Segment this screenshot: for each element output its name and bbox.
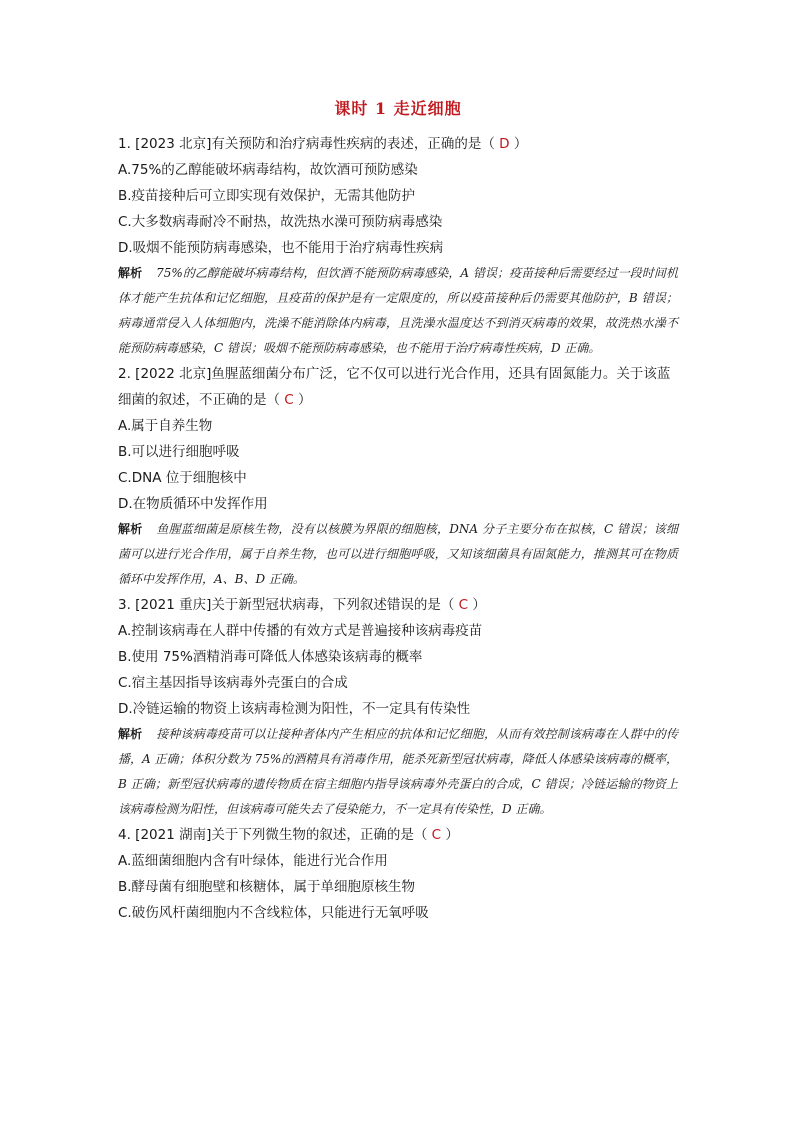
option-c: C.DNA 位于细胞核中 — [118, 470, 247, 486]
option-c: C.宿主基因指导该病毒外壳蛋白的合成 — [118, 675, 348, 691]
analysis-text: 鱼腥蓝细菌是原核生物，没有以核膜为界限的细胞核，DNA 分子主要分布在拟核，C 错误；该细菌可以进行光合作用，属于自养生物，也可以进行细胞呼吸，又知该细菌具有固氮能力，推测其可在物质循环中发挥作用，A、B、D 正确。 — [118, 522, 678, 586]
option-a: A.控制该病毒在人群中传播的有效方式是普遍接种该病毒疫苗 — [118, 623, 483, 639]
question-1 — [118, 131, 678, 361]
document-page — [118, 96, 678, 926]
analysis — [118, 517, 678, 592]
option-a: A.75%的乙醇能破坏病毒结构，故饮酒可预防感染 — [118, 162, 418, 178]
analysis-label: 解析 — [118, 266, 143, 280]
question-stem: 2. [2022 北京]鱼腥蓝细菌分布广泛，它不仅可以进行光合作用，还具有固氮能力。关于该蓝细菌的叙述，不正确的是（ C ） — [118, 366, 671, 408]
answer-letter: D — [494, 136, 514, 152]
analysis-label: 解析 — [118, 727, 143, 741]
answer-letter: C — [280, 392, 299, 408]
question-stem: 4. [2021 湖南]关于下列微生物的叙述，正确的是（ C ） — [118, 827, 459, 843]
question-stem: 3. [2021 重庆]关于新型冠状病毒，下列叙述错误的是（ C ） — [118, 597, 486, 613]
option-c: C.破伤风杆菌细胞内不含线粒体，只能进行无氧呼吸 — [118, 905, 429, 921]
analysis-text: 接种该病毒疫苗可以让接种者体内产生相应的抗体和记忆细胞，从而有效控制该病毒在人群中的传播，A 正确；体积分数为 75%的酒精具有消毒作用，能杀死新型冠状病毒，降低人体感染该病毒的概率，B 正确；新型冠状病毒的遗传物质在宿主细胞内指导该病毒外壳蛋白的合成，C 错误；冷链运输的物资上该病毒检测为阳性，但该病毒可能失去了侵染能力，不一定具有传染性，D 正确。 — [118, 727, 678, 816]
analysis-label: 解析 — [118, 522, 143, 536]
option-a: A.属于自养生物 — [118, 418, 213, 434]
question-2 — [118, 361, 678, 592]
option-b: B.可以进行细胞呼吸 — [118, 444, 240, 460]
option-b: B.酵母菌有细胞壁和核糖体，属于单细胞原核生物 — [118, 879, 416, 895]
option-b: B.疫苗接种后可立即实现有效保护，无需其他防护 — [118, 188, 416, 204]
answer-letter: C — [454, 597, 473, 613]
option-d: D.在物质循环中发挥作用 — [118, 496, 268, 512]
analysis — [118, 261, 678, 361]
option-d: D.冷链运输的物资上该病毒检测为阳性，不一定具有传染性 — [118, 701, 471, 717]
analysis — [118, 722, 678, 822]
question-3 — [118, 592, 678, 822]
question-4 — [118, 822, 678, 926]
option-b: B.使用 75%酒精消毒可降低人体感染该病毒的概率 — [118, 649, 423, 665]
question-stem: 1. [2023 北京]有关预防和治疗病毒性疾病的表述，正确的是（ D ） — [118, 136, 528, 152]
option-d: D.吸烟不能预防病毒感染，也不能用于治疗病毒性疾病 — [118, 240, 444, 256]
option-a: A.蓝细菌细胞内含有叶绿体，能进行光合作用 — [118, 853, 388, 869]
option-c: C.大多数病毒耐冷不耐热，故洗热水澡可预防病毒感染 — [118, 214, 443, 230]
page-title: 课时 1 走近细胞 — [334, 99, 462, 118]
analysis-text: 75%的乙醇能破坏病毒结构，但饮酒不能预防病毒感染，A 错误；疫苗接种后需要经过一段时间机体才能产生抗体和记忆细胞，且疫苗的保护是有一定限度的，所以疫苗接种后仍需要其他防护，B 错误；病毒通常侵入人体细胞内，洗澡不能消除体内病毒，且洗澡水温度达不到消灭病毒的效果，故洗热水澡不能预防病毒感染，C 错误；吸烟不能预防病毒感染，也不能用于治疗病毒性疾病，D 正确。 — [118, 266, 678, 355]
answer-letter: C — [427, 827, 446, 843]
